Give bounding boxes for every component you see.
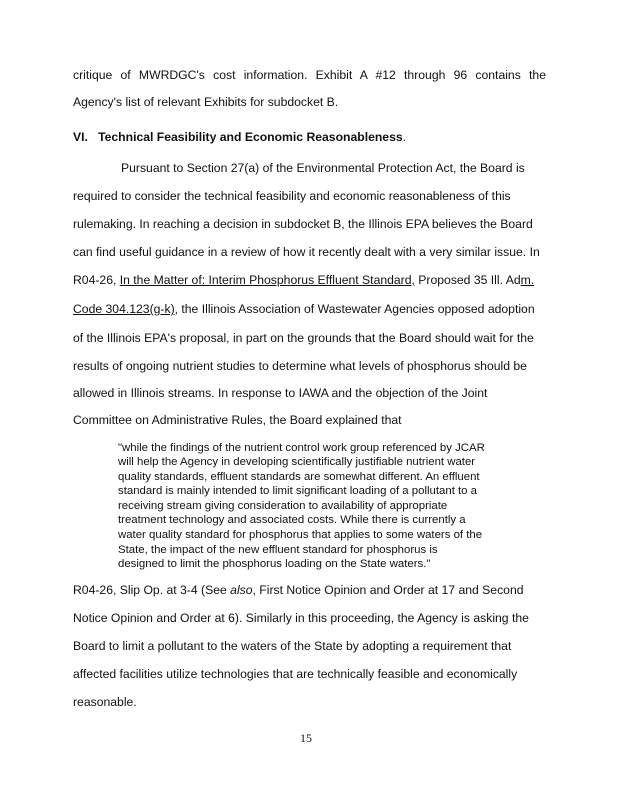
text-line: results of ongoing nutrient studies to determine what levels of phosphorus should be xyxy=(73,359,527,373)
quote-line: water quality standard for phosphorus that applies to some waters of the xyxy=(118,529,483,541)
text-line: allowed in Illinois streams. In response to IAWA and the objection of the Joint xyxy=(73,386,488,400)
quote-line: receiving stream giving consideration to availability of appropriate xyxy=(118,500,448,512)
quote-line: will help the Agency in developing scientifically justifiable nutrient water xyxy=(118,456,476,468)
section-heading: VI. Technical Feasibility and Economic Reasonableness. xyxy=(73,130,407,144)
text-line: Agency's list of relevant Exhibits for subdocket B. xyxy=(73,95,339,109)
quote-line: State, the impact of the new effluent standard for phosphorus is xyxy=(118,544,438,556)
text-line: Code 304.123(g-k), the Illinois Association of Wastewater Agencies opposed adoption xyxy=(73,302,535,316)
quote-line: quality standards, effluent standards are somewhat different. An effluent xyxy=(118,471,480,483)
code-citation: Code 304.123(g-k) xyxy=(73,302,175,316)
text-line: Committee on Administrative Rules, the Board explained that xyxy=(73,413,402,427)
quote-line: standard is mainly intended to limit significant loading of a pollutant to a xyxy=(118,485,478,497)
text-line: Notice Opinion and Order at 6). Similarly in this proceeding, the Agency is asking the xyxy=(73,611,529,625)
section-number: VI. xyxy=(73,130,88,144)
text-line: can find useful guidance in a review of how it recently dealt with a very similar issue. In xyxy=(73,245,540,259)
text-line: affected facilities utilize technologies that are technically feasible and economically xyxy=(73,667,518,681)
case-citation-line: R04-26, In the Matter of: Interim Phosphorus Effluent Standard, Proposed 35 Ill. Adm. xyxy=(73,273,535,287)
text-line: Pursuant to Section 27(a) of the Environmental Protection Act, the Board is xyxy=(121,161,525,175)
section-title: Technical Feasibility and Economic Reasonableness xyxy=(98,130,403,144)
text-line: of the Illinois EPA's proposal, in part on the grounds that the Board should wait for the xyxy=(73,331,534,345)
page-number: 15 xyxy=(300,731,312,745)
quote-line: "while the findings of the nutrient control work group referenced by JCAR xyxy=(118,442,485,454)
text-line: critique of MWRDGC's cost information. Exhibit A #12 through 96 contains the xyxy=(73,68,546,82)
quote-line: treatment technology and associated costs. While there is currently a xyxy=(118,514,466,526)
text-line: required to consider the technical feasibility and economic reasonableness of this xyxy=(73,189,511,203)
text-line: rulemaking. In reaching a decision in subdocket B, the Illinois EPA believes the Board xyxy=(73,217,533,231)
quote-line: designed to limit the phosphorus loading on the State waters." xyxy=(118,558,431,570)
text-line: reasonable. xyxy=(73,695,137,709)
text-line: Board to limit a pollutant to the waters of the State by adopting a requirement that xyxy=(73,639,512,653)
slip-op-citation: R04-26, Slip Op. at 3-4 (See also, First Notice Opinion and Order at 17 and Second xyxy=(73,583,524,597)
case-title: In the Matter of: Interim Phosphorus Effluent Standard, xyxy=(119,273,415,287)
